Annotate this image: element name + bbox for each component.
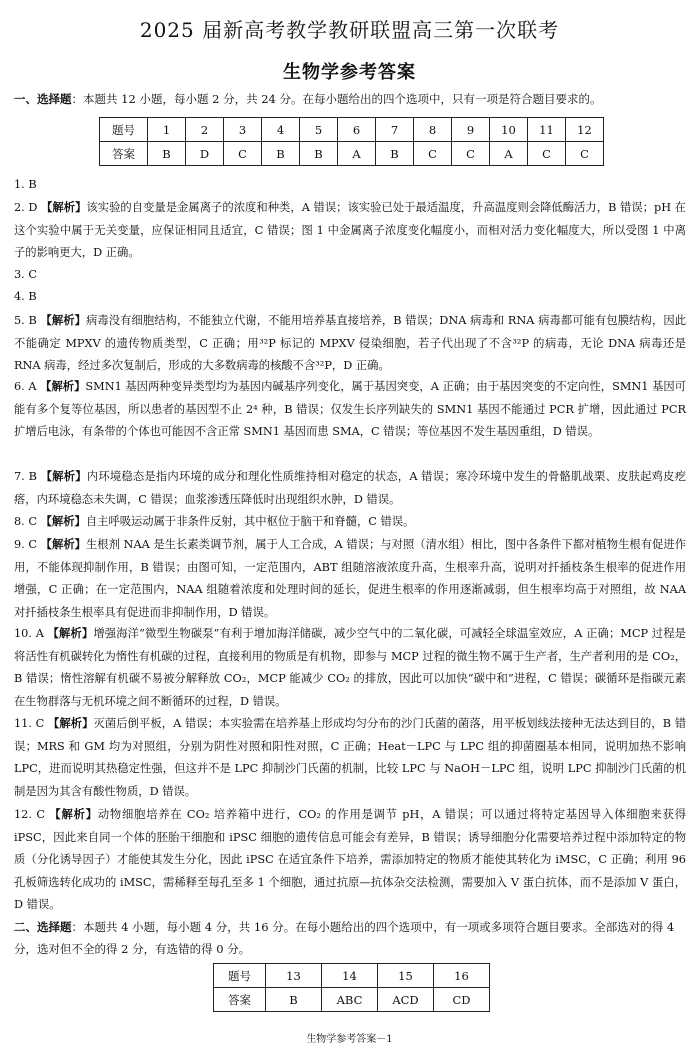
- question-2-answer: 2. D: [14, 201, 38, 214]
- question-10-analysis: 增强海洋“微型生物碳泵”有利于增加海洋储碳，减少空气中的二氧化碳，可减轻全球温室效应，A 正确；MCP 过程是将活性有机碳转化为惰性有机碳的过程，直接利用的物质是有机物，即参与 MCP 过程的微生物不属于生产者，生产者利用的是 CO₂，B 错误；惰性溶解有机碳不易被分解释放 CO₂，MCP 能减少 CO₂ 的排放，因此可以加快“碳中和”进程，C 错误；碳循环是指碳元素在生物群落与无机环境之间不断循环的过程，D 错误。: [14, 627, 686, 708]
- question-number-cell: 10: [490, 118, 528, 142]
- answer-cell: B: [148, 142, 186, 166]
- question-7-analysis: 内环境稳态是指内环境的成分和理化性质维持相对稳定的状态，A 错误；寒冷环境中发生的骨骼肌战栗、皮肤起鸡皮疙瘩，内环境稳态未失调，C 错误；血浆渗透压降低时出现组织水肿，D 错误。: [14, 470, 686, 506]
- answer-cell: C: [528, 142, 566, 166]
- question-number-cell: 1: [148, 118, 186, 142]
- question-number-cell: 13: [266, 964, 322, 988]
- question-8-analysis: 自主呼吸运动属于非条件反射，其中枢位于脑干和脊髓，C 错误。: [85, 515, 415, 528]
- analysis-tag: 【解析】: [47, 716, 94, 730]
- question-10: [14, 622, 686, 713]
- page-subtitle: 生物学参考答案: [283, 62, 416, 83]
- analysis-tag: 【解析】: [40, 514, 86, 528]
- analysis-tag: 【解析】: [47, 626, 94, 640]
- answer-cell: A: [490, 142, 528, 166]
- question-number-cell: 4: [262, 118, 300, 142]
- analysis-tag: 【解析】: [40, 469, 87, 483]
- question-12-answer: 12. C: [14, 808, 46, 821]
- answer-cell: B: [376, 142, 414, 166]
- answer-cell: D: [186, 142, 224, 166]
- row-label-answer: 答案: [214, 988, 266, 1012]
- section1-label: 一、选择题: [14, 92, 72, 106]
- question-6-analysis: SMN1 基因两种变异类型均为基因内碱基序列变化，属于基因突变，A 正确；由于基因突变的不定向性，SMN1 基因可能有多个复等位基因，所以患者的基因型不止 2⁴ 种，B 错误；仅发生长序列缺失的 SMN1 基因不能通过 PCR 扩增，因此通过 PCR 扩增后电泳，有条带的个体也可能因不含正常 SMN1 基因而患 SMA，C 错误；等位基因不发生基因重组，D 错误。: [14, 380, 686, 439]
- question-number-cell: 3: [224, 118, 262, 142]
- question-11-analysis: 灭菌后倒平板，A 错误；本实验需在培养基上形成均匀分布的沙门氏菌的菌落，用平板划线法接种无法达到目的，B 错误；MRS 和 GM 均为对照组，分别为阴性对照和阳性对照，C 正确；Heat－LPC 与 LPC 组的抑菌圈基本相同，说明加热不影响 LPC，进而说明其热稳定性强，但这并不是 LPC 抑制沙门氏菌的机制，比较 LPC 与 NaOH－LPC 组，说明 LPC 抑制沙门氏菌的机制是因为其含有酸性物质，D 错误。: [14, 717, 686, 798]
- answer-cell: B: [266, 988, 322, 1012]
- table-row-answers: [214, 988, 490, 1012]
- question-5-answer: 5. B: [14, 314, 37, 327]
- answer-cell: C: [224, 142, 262, 166]
- answer-cell: ACD: [378, 988, 434, 1012]
- row-label-question: 题号: [214, 964, 266, 988]
- question-11-answer: 11. C: [14, 717, 45, 730]
- question-5-analysis: 病毒没有细胞结构，不能独立代谢，不能用培养基直接培养，B 错误；DNA 病毒和 RNA 病毒都可能有包膜结构，因此不能确定 MPXV 的遗传物质类型，C 正确；用³²P 标记的 MPXV 侵染细胞，若子代出现了不含³²P 的病毒，无论 DNA 病毒还是 RNA 病毒，经过多次复制后，形成的大多数病毒的核酸不含³²P，D 正确。: [14, 314, 687, 373]
- answer-cell: CD: [434, 988, 490, 1012]
- question-12-analysis: 动物细胞培养在 CO₂ 培养箱中进行，CO₂ 的作用是调节 pH，A 错误；可以通过将特定基因导入体细胞来获得 iPSC，因此来自同一个体的胚胎干细胞和 iPSC 细胞的遗传信息可能会有差异，B 错误；诱导细胞分化需要培养过程中添加特定的物质（分化诱导因子）才能使其发生分化，因此 iPSC 在适宜条件下培养，需添加特定的物质才能使其转化为 iMSC，C 正确；利用 96 孔板筛选转化成功的 iMSC，需稀释至每孔至多 1 个细胞，通过抗原—抗体杂交法检测，需要加入 V 蛋白抗体，而不是添加 V 蛋白，D 错误。: [14, 808, 687, 912]
- analysis-tag: 【解析】: [40, 379, 86, 393]
- question-12: [14, 803, 686, 917]
- question-number-cell: 6: [338, 118, 376, 142]
- section2-label: 二、选择题: [14, 920, 72, 934]
- question-number-cell: 14: [322, 964, 378, 988]
- question-number-cell: 5: [300, 118, 338, 142]
- question-11: [14, 712, 686, 803]
- row-label-question: 题号: [100, 118, 148, 142]
- answer-cell: ABC: [322, 988, 378, 1012]
- question-number-cell: 9: [452, 118, 490, 142]
- table-row-answers: [100, 142, 604, 166]
- row-label-answer: 答案: [100, 142, 148, 166]
- section1-answer-table: [99, 117, 604, 166]
- answer-cell: B: [300, 142, 338, 166]
- question-9: [14, 533, 686, 624]
- question-number-cell: 15: [378, 964, 434, 988]
- section2-desc: ：本题共 4 小题，每小题 4 分，共 16 分。在每小题给出的四个选项中，有一项或多项符合题目要求。全部选对的得 4 分，选对但不全的得 2 分，有选错的得 0 分。: [14, 920, 675, 956]
- question-4: 4. B: [14, 290, 37, 303]
- question-2: [14, 196, 686, 265]
- question-number-cell: 11: [528, 118, 566, 142]
- question-number-cell: 16: [434, 964, 490, 988]
- section1-instructions: [14, 88, 692, 110]
- answer-cell: C: [566, 142, 604, 166]
- section2-instructions: [14, 916, 686, 960]
- question-3: 3. C: [14, 268, 38, 281]
- question-number-cell: 8: [414, 118, 452, 142]
- table-row-numbers: [100, 118, 604, 142]
- question-5: [14, 309, 686, 378]
- question-number-cell: 12: [566, 118, 604, 142]
- section2-answer-table: [213, 963, 490, 1012]
- question-number-cell: 2: [186, 118, 224, 142]
- answer-cell: C: [452, 142, 490, 166]
- question-7-answer: 7. B: [14, 470, 37, 483]
- question-2-analysis: 该实验的自变量是金属离子的浓度和种类，A 错误；该实验已处于最适温度，升高温度则会降低酶活力，B 错误；pH 在这个实验中属于无关变量，应保证相同且适宜，C 错误；图 1 中金属离子浓度变化幅度小，而相对活力变化幅度大，所以受图 1 中离子的影响更大，D 正确。: [14, 201, 686, 260]
- question-1: 1. B: [14, 178, 37, 191]
- section1-desc: ：本题共 12 小题，每小题 2 分，共 24 分。在每小题给出的四个选项中，只有一项是符合题目要求的。: [71, 92, 602, 106]
- table-row-numbers: [214, 964, 490, 988]
- question-8-answer: 8. C: [14, 515, 38, 528]
- answer-cell: A: [338, 142, 376, 166]
- page-footer: 生物学参考答案－1: [306, 1034, 393, 1045]
- page-title: 2025 届新高考教学教研联盟高三第一次联考: [139, 18, 560, 42]
- analysis-tag: 【解析】: [40, 313, 86, 327]
- question-9-analysis: 生根剂 NAA 是生长素类调节剂，属于人工合成，A 错误；与对照（清水组）相比，图中各条件下都对植物生根有促进作用，不能体现抑制作用，B 错误；由图可知，一定范围内，ABT 组随溶液浓度升高，生根率升高，说明对扦插枝条生根率的促进作用增强，C 正确；在一定范围内，NAA 组随着浓度和处理时间的延长，促进生根率的作用逐渐减弱，但生根率均高于对照组，故 NAA 对扦插枝条生根率具有促进而非抑制作用，D 错误。: [14, 538, 686, 619]
- question-7: [14, 465, 686, 511]
- question-6-answer: 6. A: [14, 380, 37, 393]
- question-6: [14, 375, 686, 444]
- question-number-cell: 7: [376, 118, 414, 142]
- analysis-tag: 【解析】: [40, 537, 86, 551]
- answer-cell: B: [262, 142, 300, 166]
- question-9-answer: 9. C: [14, 538, 38, 551]
- question-8: [14, 510, 686, 534]
- analysis-tag: 【解析】: [41, 200, 87, 214]
- answer-cell: C: [414, 142, 452, 166]
- question-10-answer: 10. A: [14, 627, 44, 640]
- analysis-tag: 【解析】: [49, 807, 98, 821]
